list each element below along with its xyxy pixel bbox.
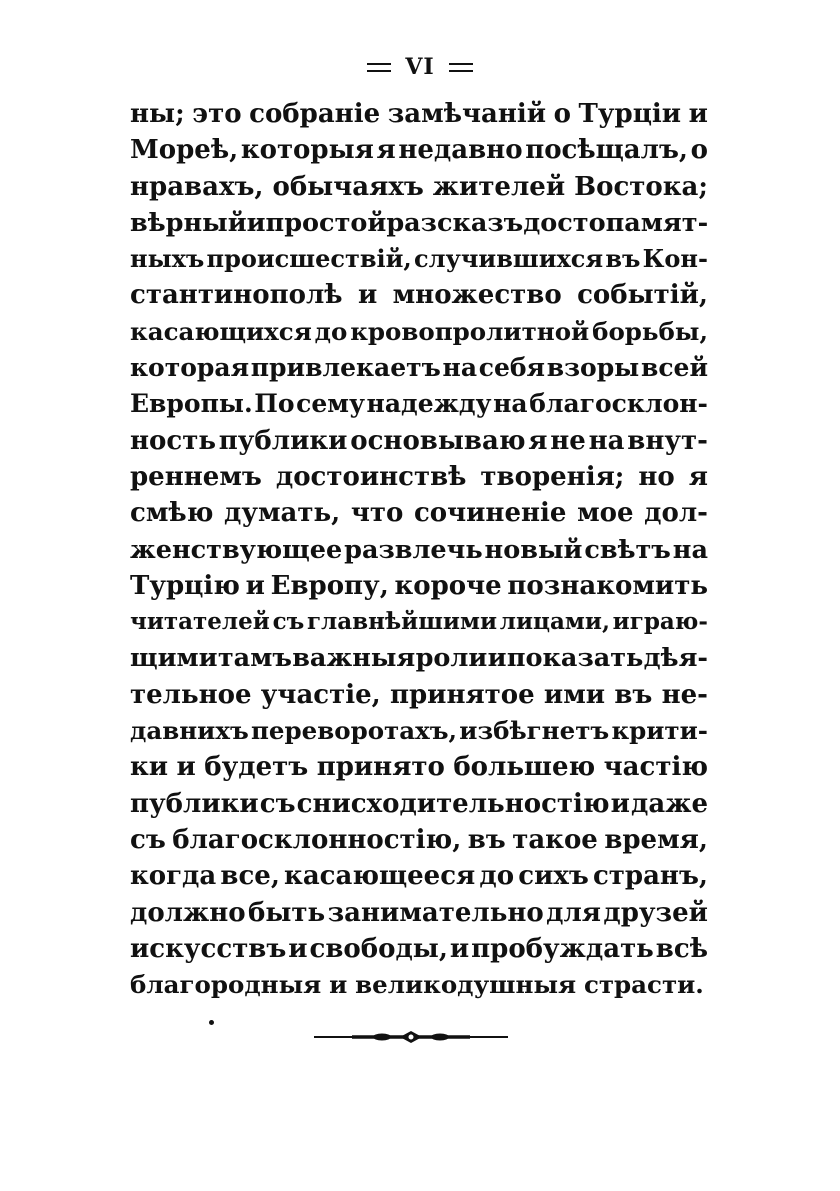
word: въ [467,824,506,855]
word: публики [130,788,259,819]
word: для [546,897,602,928]
word: крити- [611,716,708,746]
word: роли [415,643,488,674]
word: короче [394,570,502,601]
word: все, [220,861,280,892]
word: я [528,425,548,456]
word: женствующее [130,534,343,565]
word: щими [130,643,218,674]
word: не- [661,679,708,710]
text-line [130,495,708,531]
word: благосклонностію, [172,824,462,855]
word: главнѣйшими [306,608,498,636]
header-right-rule [449,63,473,72]
word: до [479,861,515,892]
word: играю- [612,608,708,636]
word: важныя [292,643,416,674]
text-line [130,132,708,168]
word: и [245,570,265,601]
word: я [376,135,396,166]
word: надежду [366,389,492,419]
word: переворотахъ, [250,716,458,746]
text-line [130,277,708,313]
word: тельное [130,679,252,710]
word: и [246,207,266,238]
text-line [130,858,708,894]
word: касающихся [130,316,312,346]
page-number: VI [405,54,435,80]
word: лицами, [499,608,610,636]
word: ки [130,752,169,783]
text-line [130,604,708,640]
word: должно [130,897,246,928]
word: происшествій, [206,244,412,274]
ink-speck [209,1020,214,1025]
word: жителей [432,171,566,202]
word: я [688,461,708,492]
text-line [130,423,708,459]
word: благородныя [130,970,322,1000]
text-line [130,459,708,495]
word: даже [631,788,708,819]
word: читателей [130,608,270,636]
text-line [130,314,708,350]
body-text [130,96,708,1003]
word: касающееся [284,861,476,892]
word: сочиненіе [413,498,567,529]
text-line [130,169,708,205]
word: давнихъ [130,716,249,746]
word: сему [296,389,365,419]
word: свободы, [309,933,448,964]
text-line [130,931,708,967]
word: и [688,99,708,129]
word: въ [614,679,653,710]
word: дѣя- [643,643,708,674]
word: публики [218,425,348,456]
word: всѣ [655,933,708,964]
word: Турцію [130,570,240,601]
word: которая [130,353,250,383]
word: кровопролитной [350,316,590,346]
word: и [449,933,470,964]
word: внут- [627,425,708,456]
word: основываю [350,425,526,456]
word: съ [130,824,166,855]
word: благосклон- [529,389,708,419]
word: въ [605,244,641,274]
text-line [130,568,708,604]
text-line [130,640,708,676]
word: и [610,788,630,819]
word: и [288,933,308,964]
text-line [130,749,708,785]
text-line [130,895,708,931]
end-ornament [312,1028,510,1046]
word: недавно [398,135,523,166]
word: свѣтъ [584,534,671,565]
word: взоры [546,353,640,383]
word: но [638,461,675,492]
word: думать, [223,498,341,529]
word: ныхъ [130,244,205,274]
word: съ [272,608,305,636]
word: которыя [240,135,374,166]
text-line [130,967,708,1003]
text-line [130,786,708,822]
word: разсказъ [386,207,524,238]
word: замѣчаній [387,99,547,129]
word: когда [130,861,217,892]
word: достоинствѣ [275,461,467,492]
word: это [192,99,242,129]
word: на [588,425,625,456]
word: показать [506,643,644,674]
text-line [130,241,708,277]
word: Европу, [270,570,389,601]
word: смѣю [130,498,214,529]
word: и [357,280,378,311]
word: реннемъ [130,461,262,492]
word: о [690,135,708,166]
word: участіе, [260,679,381,710]
word: познакомить [507,570,708,601]
word: и [487,643,507,674]
word: страсти. [583,970,704,1000]
word: тамъ [217,643,292,674]
word: странъ, [592,861,708,892]
word: простой [265,207,387,238]
text-line [130,96,708,132]
text-line [130,532,708,568]
word: принятое [389,679,535,710]
word: занимательно [327,897,544,928]
word: Востока; [574,171,708,202]
word: обычаяхъ [272,171,424,202]
word: посѣщалъ, [525,135,688,166]
word: большею [453,752,596,783]
header-left-rule [367,63,391,72]
word: борьбы, [592,316,708,346]
text-line [130,822,708,858]
word: не [550,425,586,456]
word: вѣрный [130,207,247,238]
word: и [176,752,196,783]
word: будетъ [204,752,309,783]
word: стантинополѣ [130,280,343,311]
word: на [442,353,478,383]
word: снисходительностію [296,788,610,819]
word: ны; [130,99,185,129]
word: привлекаетъ [250,353,441,383]
word: частію [603,752,708,783]
word: творенія; [480,461,625,492]
word: множество [392,280,562,311]
word: друзей [603,897,708,928]
word: Мореѣ, [130,135,239,166]
word: что [350,498,404,529]
word: время, [604,824,708,855]
word: новый [484,534,583,565]
word: случившихся [413,244,604,274]
word: принято [316,752,445,783]
word: Европы. [130,389,253,419]
word: Турціи [578,99,682,129]
text-line [130,677,708,713]
page-header [0,54,840,80]
word: великодушныя [355,970,577,1000]
word: на [493,389,528,419]
word: Кон- [642,244,708,274]
word: По [254,389,295,419]
word: на [672,534,708,565]
word: развлечь [344,534,483,565]
word: быть [248,897,326,928]
word: событій, [577,280,708,311]
text-line [130,350,708,386]
word: ность [130,425,216,456]
word: сихъ [518,861,589,892]
word: такое [512,824,598,855]
word: всей [640,353,708,383]
word: съ [259,788,296,819]
word: избѣгнетъ [459,716,610,746]
word: пробуждать [471,933,654,964]
word: мое [577,498,634,529]
word: до [314,316,348,346]
text-line [130,386,708,422]
text-line [130,713,708,749]
word: себя [478,353,545,383]
word: о [553,99,571,129]
word: ими [543,679,606,710]
word: искусствъ [130,933,287,964]
word: нравахъ, [130,171,264,202]
word: достопамят- [523,207,709,238]
word: собраніе [249,99,381,129]
word: и [329,970,348,1000]
text-line [130,205,708,241]
word: дол- [644,498,708,529]
